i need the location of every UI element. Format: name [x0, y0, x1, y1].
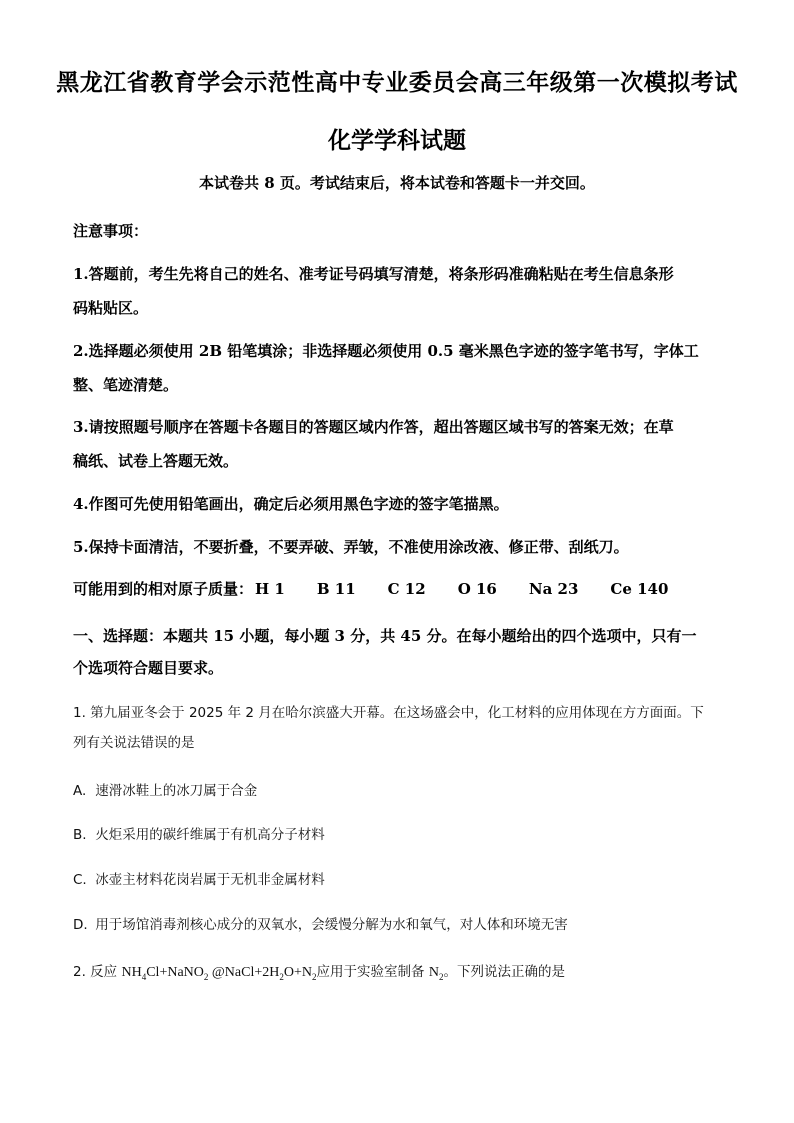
atomic-mass-line [73, 578, 668, 599]
notice-item-2-line1: 2.选择题必须使用 2B 铅笔填涂；非选择题必须使用 0.5 毫米黑色字迹的签字笔书写，字体工 [73, 342, 699, 360]
atomic-mass-b: B 11 [316, 579, 356, 598]
atomic-mass-ce: Ce 140 [610, 579, 669, 598]
option-text: 用于场馆消毒剂核心成分的双氧水，会缓慢分解为水和氧气，对人体和环境无害 [95, 917, 568, 933]
plus-sign: + [159, 965, 168, 980]
notice-item-5 [73, 530, 725, 564]
notice-item-3-line2: 稿纸、试卷上答题无效。 [73, 452, 239, 470]
question-2-prefix: 2. 反应 [73, 964, 118, 980]
question-1-option-d[interactable] [73, 913, 568, 933]
atomic-mass-o: O 16 [457, 579, 497, 598]
notice-item-2 [73, 334, 725, 402]
option-text: 冰壶主材料花岗岩属于无机非金属材料 [95, 872, 325, 888]
question-2-middle: 应用于实验室制备 [316, 964, 425, 980]
product-3: N [301, 965, 313, 980]
product-3-subscript: 2 [312, 971, 317, 982]
question-1-stem [73, 698, 725, 758]
notice-item-3-line1: 3.请按照题号顺序在答题卡各题目的答题区域内作答，超出答题区域书写的答案无效；在草 [73, 418, 674, 436]
notice-item-1 [73, 257, 725, 325]
notice-item-5-line1: 5.保持卡面清洁，不要折叠，不要弄破、弄皱，不准使用涂改液、修正带、刮纸刀。 [73, 538, 629, 556]
product-1: NaCl [224, 965, 255, 980]
plus-sign: + [294, 965, 302, 980]
notice-item-1-line1: 1.答题前，考生先将自己的姓名、准考证号码填写清楚，将条形码准确粘贴在考生信息条形 [73, 265, 674, 283]
section-heading-line1: 一、选择题：本题共 15 小题，每小题 3 分，共 45 分。在每小题给出的四个选项中，只有一 [73, 627, 697, 645]
question-1-stem-line2: 列有关说法错误的是 [73, 735, 195, 751]
notice-item-4-line1: 4.作图可先使用铅笔画出，确定后必须用黑色字迹的签字笔描黑。 [73, 495, 509, 513]
target-formula [429, 965, 444, 980]
product-2: 2H [262, 965, 280, 980]
notice-item-1-line2: 码粘贴区。 [73, 299, 149, 317]
question-1-option-a[interactable] [73, 779, 257, 799]
atomic-mass-na: Na 23 [528, 579, 579, 598]
reactant-2-subscript: 2 [203, 971, 209, 982]
reactant-2: NaNO [167, 965, 204, 980]
option-text: 火炬采用的碳纤维属于有机高分子材料 [95, 827, 325, 843]
question-1-option-b[interactable] [73, 823, 325, 843]
reaction-equation [121, 965, 316, 980]
question-2-stem [73, 960, 565, 982]
product-2-subscript: 2 [279, 971, 284, 982]
option-letter: B. [73, 827, 87, 843]
plus-sign: + [254, 965, 263, 980]
exam-title: 黑龙江省教育学会示范性高中专业委员会高三年级第一次模拟考试 [56, 69, 738, 96]
option-text: 速滑冰鞋上的冰刀属于合金 [95, 783, 258, 799]
section-heading [73, 620, 725, 684]
exam-intro: 本试卷共 8 页。考试结束后，将本试卷和答题卡一并交回。 [199, 174, 595, 192]
question-1-stem-line1: 1. 第九届亚冬会于 2025 年 2 月在哈尔滨盛大开幕。在这场盛会中，化工材料的应用体现在方方面面。下 [73, 705, 704, 721]
target-subscript: 2 [438, 971, 444, 982]
section-heading-line2: 个选项符合题目要求。 [73, 659, 224, 677]
exam-subtitle: 化学学科试题 [328, 127, 466, 154]
notice-heading: 注意事项： [73, 222, 149, 240]
reactant-1: NH [121, 965, 142, 980]
target-symbol: N [428, 965, 439, 980]
reactant-1-subscript: 4 [141, 971, 147, 982]
reactant-1-tail: Cl [146, 965, 160, 980]
question-2-suffix: 。下列说法正确的是 [443, 964, 565, 980]
notice-item-2-line2: 整、笔迹清楚。 [73, 376, 179, 394]
option-letter: C. [73, 872, 87, 888]
notice-item-4 [73, 487, 725, 521]
atomic-mass-c: C 12 [387, 579, 426, 598]
question-1-option-c[interactable] [73, 868, 325, 888]
atomic-mass-label: 可能用到的相对原子质量： [73, 580, 254, 598]
option-letter: A. [73, 783, 87, 799]
product-2-tail: O [283, 965, 295, 980]
notice-item-3 [73, 410, 725, 478]
reaction-arrow: @ [211, 965, 225, 980]
atomic-mass-h: H 1 [255, 579, 285, 598]
option-letter: D. [73, 917, 88, 933]
